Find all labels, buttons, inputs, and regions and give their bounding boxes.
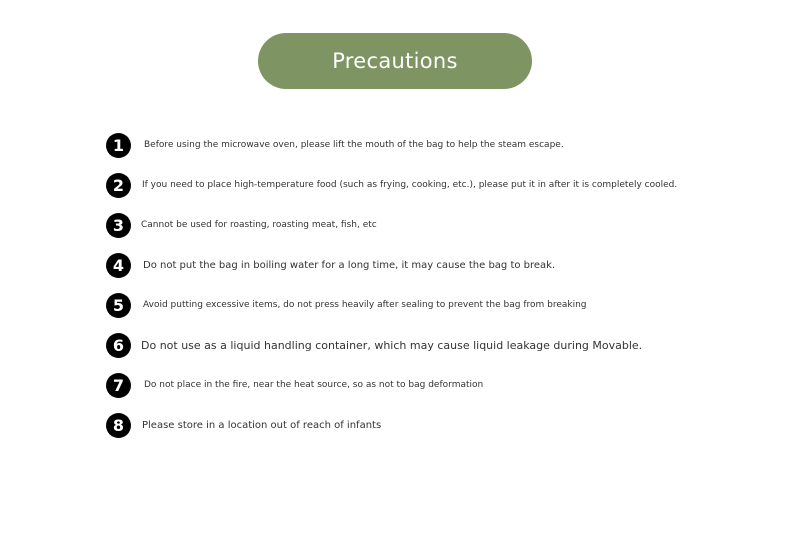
number-badge: 4 <box>106 253 131 278</box>
list-item <box>106 412 746 438</box>
number-badge: 6 <box>106 333 131 358</box>
list-item <box>106 212 746 238</box>
list-item <box>106 132 746 158</box>
number-badge: 2 <box>106 173 131 198</box>
title-banner <box>258 33 532 89</box>
item-text: Before using the microwave oven, please lift the mouth of the bag to help the steam escape. <box>144 140 564 150</box>
number-badge: 3 <box>106 213 131 238</box>
page-title: Precautions <box>332 49 458 73</box>
number-badge: 8 <box>106 413 131 438</box>
item-text: Avoid putting excessive items, do not press heavily after sealing to prevent the bag from breaking <box>143 300 587 310</box>
list-item <box>106 172 746 198</box>
number-badge: 5 <box>106 293 131 318</box>
item-text: Cannot be used for roasting, roasting meat, fish, etc <box>141 220 377 230</box>
list-item <box>106 372 746 398</box>
item-text: Do not place in the fire, near the heat source, so as not to bag deformation <box>144 380 484 390</box>
item-text: Do not use as a liquid handling container, which may cause liquid leakage during Movable. <box>141 338 643 352</box>
number-badge: 1 <box>106 133 131 158</box>
list-item <box>106 332 746 358</box>
number-badge: 7 <box>106 373 131 398</box>
item-text: If you need to place high-temperature food (such as frying, cooking, etc.), please put it in after it is completely cooled. <box>142 180 678 190</box>
list-item <box>106 252 746 278</box>
item-text: Please store in a location out of reach of infants <box>142 419 382 431</box>
list-item <box>106 292 746 318</box>
item-text: Do not put the bag in boiling water for a long time, it may cause the bag to break. <box>143 259 556 271</box>
